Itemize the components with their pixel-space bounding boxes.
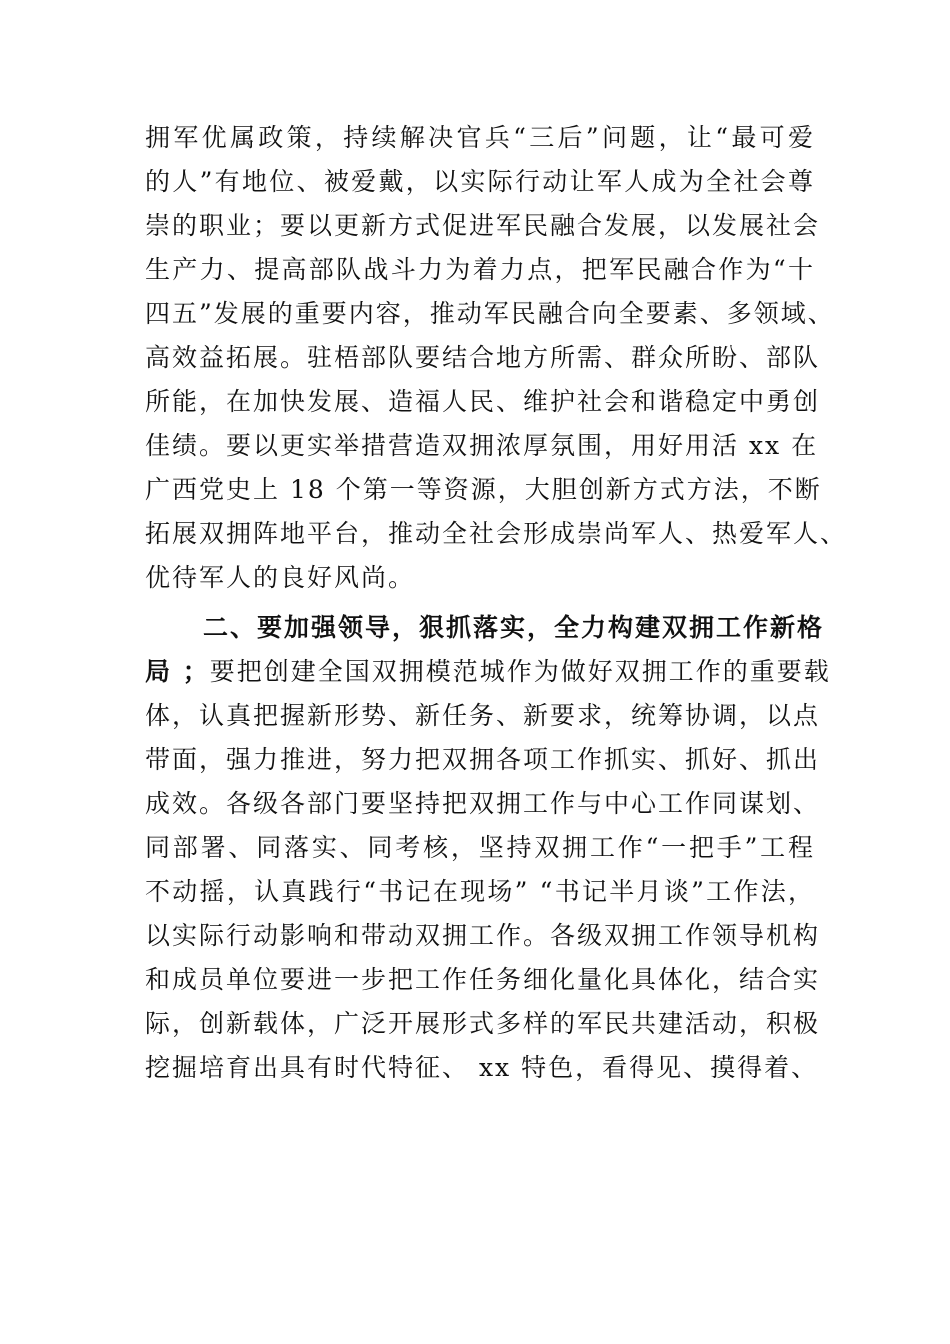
paragraph-line: 际，创新载体，广泛开展形式多样的军民共建活动，积极 <box>145 1009 821 1038</box>
paragraph-line-text: 要把创建全国双拥模范城作为做好双拥工作的重要载 <box>209 657 831 686</box>
paragraph-line: 四五”发展的重要内容，推动军民融合向全要素、多领域、 <box>145 299 835 328</box>
paragraph-line: 优待军人的良好风尚。 <box>145 563 416 592</box>
paragraph-line: 高效益拓展。驻梧部队要结合地方所需、群众所盼、部队 <box>145 343 821 372</box>
paragraph-line: 佳绩。要以更实举措营造双拥浓厚氛围，用好用活 xx 在 <box>145 431 819 460</box>
paragraph-line: 生产力、提高部队战斗力为着力点，把军民融合作为“十 <box>145 255 815 284</box>
section-heading: 二、要加强领导，狠抓落实，全力构建双拥工作新格 <box>203 613 825 642</box>
paragraph-line: 成效。各级各部门要坚持把双拥工作与中心工作同谋划、 <box>145 789 821 818</box>
paragraph-line: 和成员单位要进一步把工作任务细化量化具体化，结合实 <box>145 965 821 994</box>
section-heading-end: 局 ； <box>145 657 210 686</box>
paragraph-line: 广西党史上 18 个第一等资源，大胆创新方式方法，不断 <box>145 475 822 504</box>
paragraph-line: 所能，在加快发展、造福人民、维护社会和谐稳定中勇创 <box>145 387 821 416</box>
paragraph-line: 同部署、同落实、同考核，坚持双拥工作“一把手”工程 <box>145 833 815 862</box>
paragraph-line: 拓展双拥阵地平台，推动全社会形成崇尚军人、热爱军人、 <box>145 519 848 548</box>
paragraph-line: 拥军优属政策，持续解决官兵“三后”问题，让“最可爱 <box>145 123 815 152</box>
paragraph-line: 崇的职业；要以更新方式促进军民融合发展，以发展社会 <box>145 211 821 240</box>
paragraph-line: 以实际行动影响和带动双拥工作。各级双拥工作领导机构 <box>145 921 821 950</box>
paragraph-line: 不动摇，认真践行“书记在现场” “书记半月谈”工作法， <box>145 877 815 906</box>
paragraph-line: 带面，强力推进，努力把双拥各项工作抓实、抓好、抓出 <box>145 745 821 774</box>
paragraph-line <box>145 657 831 687</box>
paragraph-line: 体，认真把握新形势、新任务、新要求，统筹协调，以点 <box>145 701 821 730</box>
paragraph-line: 的人”有地位、被爱戴，以实际行动让军人成为全社会尊 <box>145 167 815 196</box>
paragraph-line: 挖掘培育出具有时代特征、 xx 特色，看得见、摸得着、 <box>145 1053 819 1082</box>
